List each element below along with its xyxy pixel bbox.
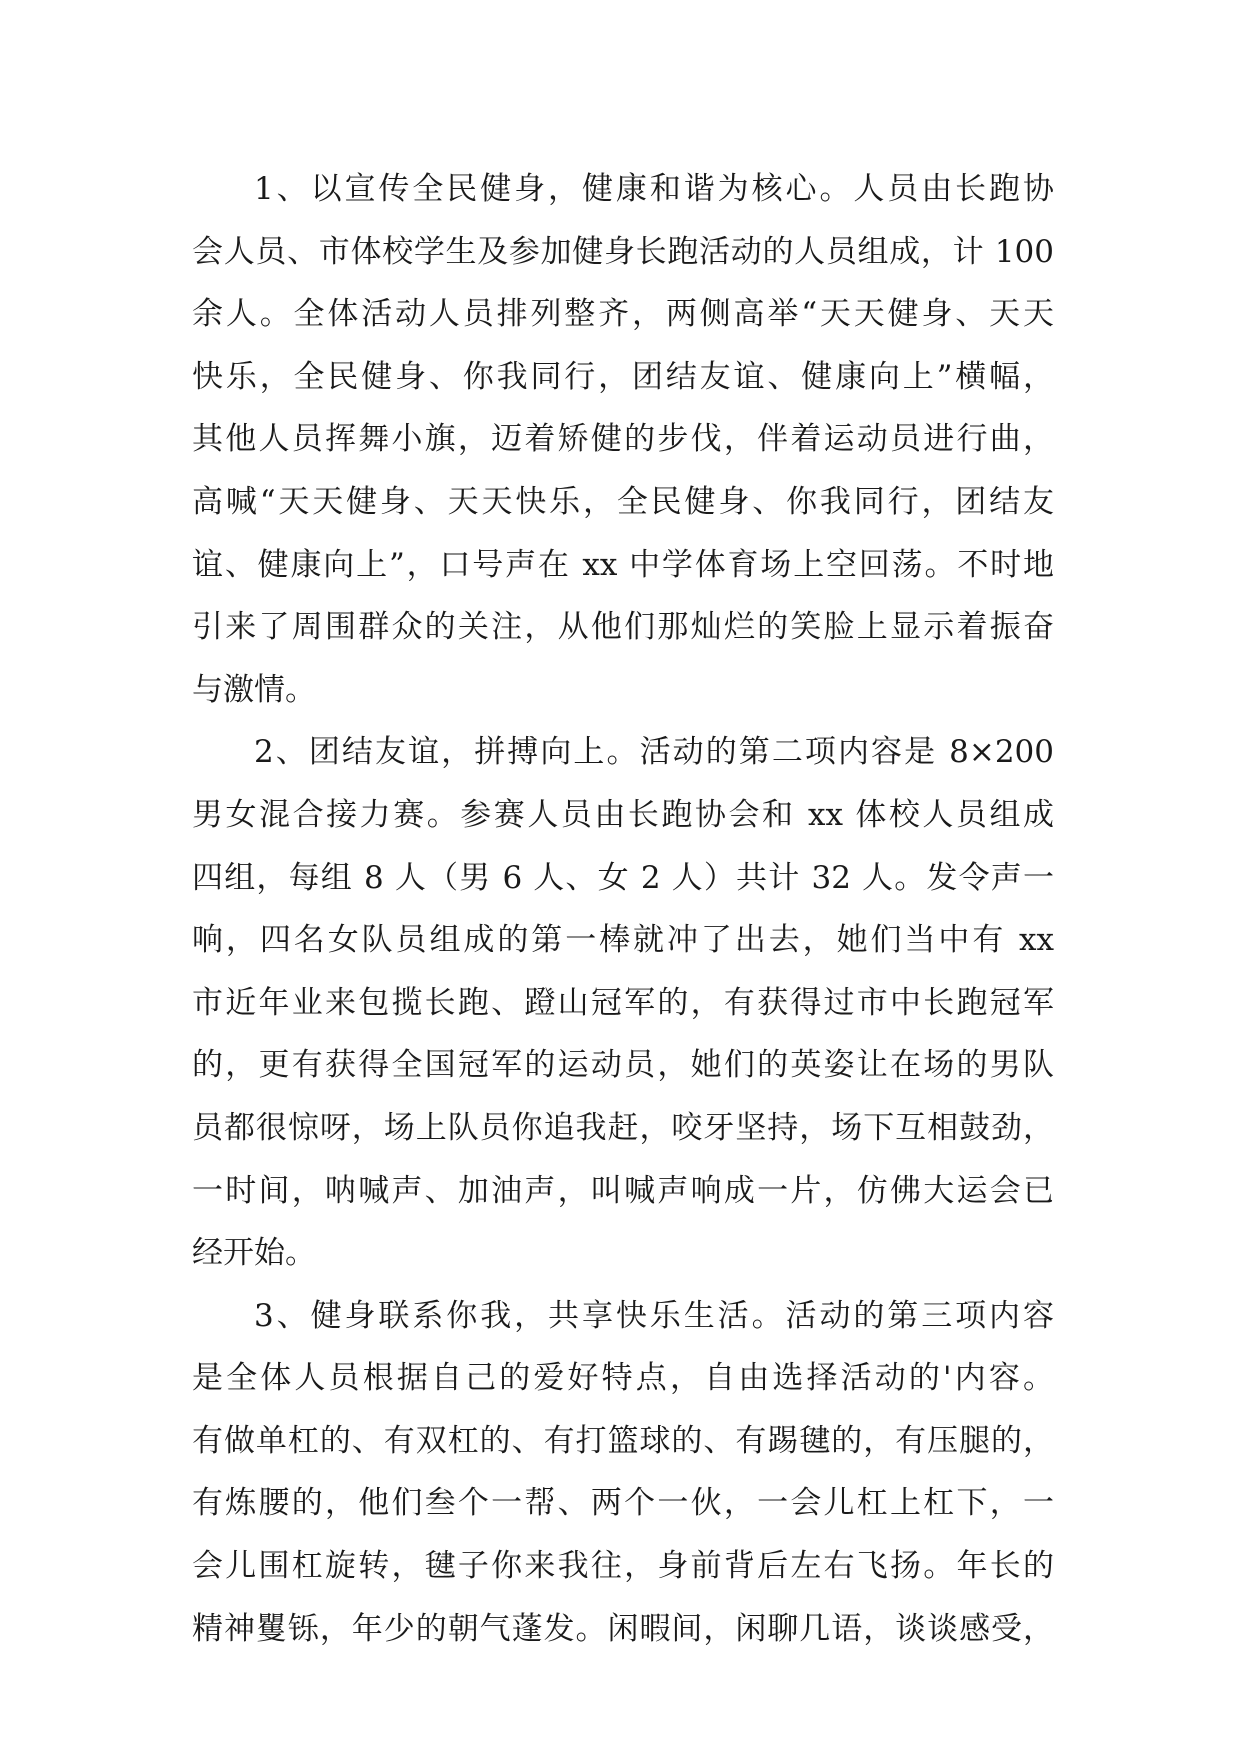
paragraph-1-line-5: 其他人员挥舞小旗，迈着矫健的步伐，伴着运动员进行曲， [192, 421, 1054, 458]
paragraph-2-line-7: 员都很惊呀，场上队员你追我赶，咬牙坚持，场下互相鼓劲， [192, 1109, 1054, 1146]
paragraph-3-line-2: 是全体人员根据自己的爱好特点，自由选择活动的'内容。 [192, 1360, 1054, 1397]
paragraph-1-line-6: 高喊“天天健身、天天快乐，全民健身、你我同行，团结友 [192, 483, 1054, 520]
paragraph-2-line-1: 2、团结友谊，拼搏向上。活动的第二项内容是 8×200 [254, 734, 1054, 771]
paragraph-1-line-2: 会人员、市体校学生及参加健身长跑活动的人员组成，计 100 [192, 233, 1054, 270]
document-body [192, 158, 1054, 1660]
paragraph-3-line-6: 精神矍铄，年少的朝气蓬发。闲暇间，闲聊几语，谈谈感受， [192, 1610, 1054, 1647]
paragraph-3-line-4: 有炼腰的，他们叁个一帮、两个一伙，一会儿杠上杠下，一 [192, 1485, 1054, 1522]
paragraph-2-line-9: 经开始。 [192, 1235, 316, 1272]
paragraph-2-line-5: 市近年业来包揽长跑、蹬山冠军的，有获得过市中长跑冠军 [192, 984, 1054, 1021]
paragraph-1-line-1: 1、以宣传全民健身，健康和谐为核心。人员由长跑协 [254, 171, 1054, 207]
paragraph-2-line-8: 一时间，呐喊声、加油声，叫喊声响成一片，仿佛大运会已 [192, 1172, 1054, 1209]
paragraph-3-line-1: 3、健身联系你我，共享快乐生活。活动的第三项内容 [254, 1297, 1054, 1334]
paragraph-1-line-8: 引来了周围群众的关注，从他们那灿烂的笑脸上显示着振奋 [192, 609, 1054, 646]
paragraph-1-line-7: 谊、健康向上”，口号声在 xx 中学体育场上空回荡。不时地 [192, 546, 1054, 583]
paragraph-2-line-3: 四组，每组 8 人（男 6 人、女 2 人）共计 32 人。发令声一 [192, 859, 1054, 896]
paragraph-1-line-4: 快乐，全民健身、你我同行，团结友谊、健康向上”横幅， [192, 358, 1054, 395]
paragraph-1-line-9: 与激情。 [192, 671, 316, 708]
paragraph-1-line-3: 余人。全体活动人员排列整齐，两侧高举“天天健身、天天 [192, 296, 1054, 333]
paragraph-3-line-5: 会儿围杠旋转，毽子你来我往，身前背后左右飞扬。年长的 [192, 1548, 1054, 1585]
paragraph-3-line-3: 有做单杠的、有双杠的、有打篮球的、有踢毽的，有压腿的， [192, 1422, 1054, 1459]
paragraph-2-line-4: 响，四名女队员组成的第一棒就冲了出去，她们当中有 xx [192, 922, 1054, 959]
paragraph-2-line-6: 的，更有获得全国冠军的运动员，她们的英姿让在场的男队 [192, 1047, 1054, 1084]
paragraph-2-line-2: 男女混合接力赛。参赛人员由长跑协会和 xx 体校人员组成 [192, 796, 1054, 833]
